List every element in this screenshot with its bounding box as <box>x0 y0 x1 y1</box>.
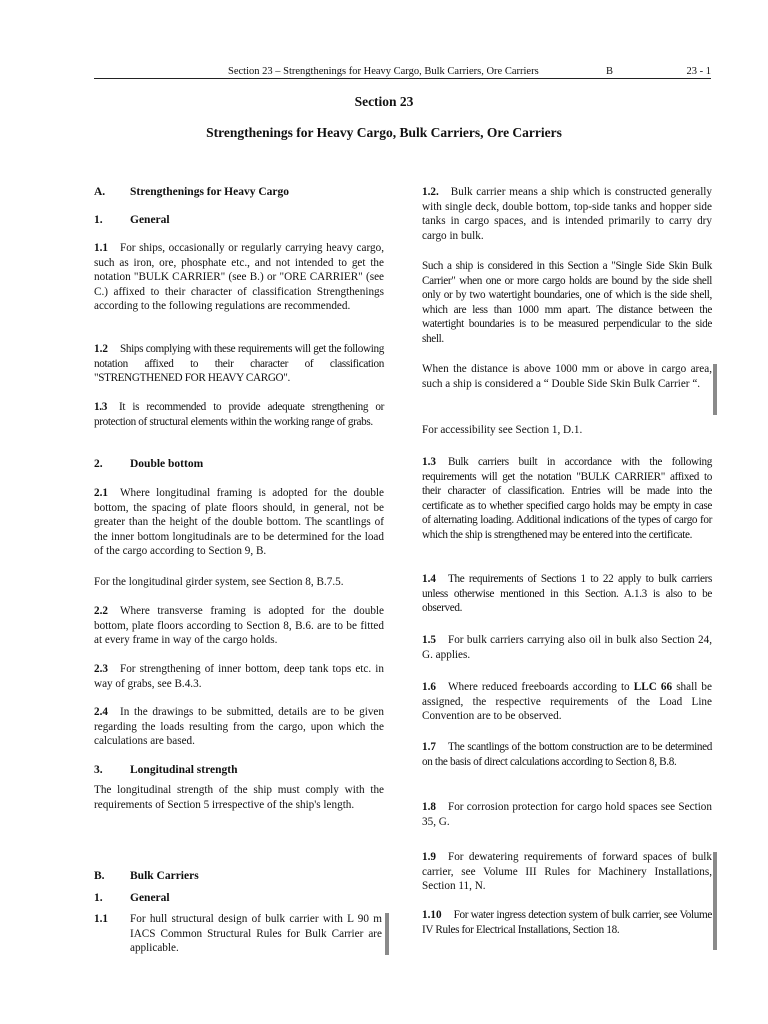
paragraph-a-1-1: 1.1 For ships, occasionally or regularly carrying heavy cargo, such as iron, ore, phosphate etc., and not intended to get the notation "BULK CARRIER" (see B.) or "ORE CARRIER" (see C.) affixed to their character of classification Strengthenings according to the following regulations are recommended. <box>94 242 384 312</box>
paragraph-a-2-4: 2.4 In the drawings to be submitted, details are to be given regarding the loads resulting from the cargo, upon which the calculations are based. <box>94 706 384 747</box>
paragraph-b-1-4: 1.4 The requirements of Sections 1 to 22 apply to bulk carriers unless otherwise mentioned in this Section. A.1.3 is also to be observed. <box>422 573 712 614</box>
paragraph-b-1-5: 1.5 For bulk carriers carrying also oil in bulk also Section 24, G. applies. <box>422 634 712 661</box>
header-section-title: Section 23 – Strengthenings for Heavy Cargo, Bulk Carriers, Ore Carriers <box>228 66 539 77</box>
paragraph-b-1-7: 1.7 The scantlings of the bottom construction are to be determined on the basis of direct calculations according to Section 8, B.8. <box>422 741 712 768</box>
paragraph-b-1-8: 1.8 For corrosion protection for cargo hold spaces see Section 35, G. <box>422 801 712 828</box>
heading-a-2: 2. Double bottom <box>94 458 204 470</box>
paragraph-double-side-skin: When the distance is above 1000 mm or above in cargo area, such a ship is considered a “ Double Side Skin Bulk Carrier “. <box>422 363 712 390</box>
paragraph-b-1-10: 1.10 For water ingress detection system of bulk carrier, see Volume IV Rules for Electrical Installations, Section 18. <box>422 909 712 936</box>
change-bar <box>385 913 389 955</box>
paragraph-single-side-skin: Such a ship is considered in this Section a "Single Side Skin Bulk Carrier" when one or more cargo holds are bound by the side shell only or by two watertight boundaries, one of which is the side shell, which are less than 1000 mm apart. The distance between the watertight boundaries is to be measured perpendicular to the side shell. <box>422 260 712 345</box>
paragraph-b-1-1: 1.1 For hull structural design of bulk carrier with L 90 m IACS Common Structural Rules for Bulk Carrier are applicable. <box>94 913 382 954</box>
header-letter: B <box>606 66 614 77</box>
heading-a-3: 3. Longitudinal strength <box>94 764 238 776</box>
header-page-number: 23 - 1 <box>686 66 711 77</box>
main-title: Strengthenings for Heavy Cargo, Bulk Carriers, Ore Carriers <box>206 125 562 140</box>
heading-a-1: 1. General <box>94 214 170 226</box>
paragraph-accessibility: For accessibility see Section 1, D.1. <box>422 424 583 436</box>
change-bar <box>713 852 717 950</box>
heading-a: A. Strengthenings for Heavy Cargo <box>94 186 289 198</box>
paragraph-b-1-3: 1.3 Bulk carriers built in accordance with the following requirements will get the notation "BULK CARRIER" affixed to their character of classification. Entries will be made into the certificate as to whether specified cargo holds may be empty in case of alternating loading. Additional indications of the types of cargo for which the ship is strengthened may be entered into the certificate. <box>422 456 712 541</box>
paragraph-a-2-1-girder: For the longitudinal girder system, see Section 8, B.7.5. <box>94 576 344 588</box>
paragraph-a-2-3: 2.3 For strengthening of inner bottom, deep tank tops etc. in way of grabs, see B.4.3. <box>94 663 384 690</box>
change-bar <box>713 364 717 415</box>
paragraph-b-1-9: 1.9 For dewatering requirements of forward spaces of bulk carrier, see Volume III Rules for Machinery Installations, Section 11, N. <box>422 851 712 892</box>
paragraph-a-3: The longitudinal strength of the ship must comply with the requirements of Section 5 irrespective of the ship's length. <box>94 784 384 811</box>
llc66-reference: LLC 66 <box>633 681 673 693</box>
section-title: Section 23 <box>354 94 414 109</box>
paragraph-a-1-2: 1.2 Ships complying with these requirements will get the following notation affixed to their character of classification "STRENGTHENED FOR HEAVY CARGO". <box>94 343 384 384</box>
page-header <box>94 62 711 79</box>
heading-b: B. Bulk Carriers <box>94 870 199 882</box>
heading-b-1: 1. General <box>94 892 170 904</box>
paragraph-a-2-2: 2.2 Where transverse framing is adopted for the double bottom, plate floors according to Section 8, B.6. are to be fitted at every frame in way of the cargo holds. <box>94 605 384 646</box>
paragraph-b-1-2: 1.2. Bulk carrier means a ship which is constructed generally with single deck, double bottom, top-side tanks and hopper side tanks in cargo spaces, and is intended primarily to carry dry cargo in bulk. <box>422 186 712 242</box>
paragraph-a-1-3: 1.3 It is recommended to provide adequate strengthening or protection of structural elements within the working range of grabs. <box>94 401 384 428</box>
paragraph-a-2-1: 2.1 Where longitudinal framing is adopted for the double bottom, the spacing of plate floors should, in general, not be greater than the height of the double bottom. The scantlings of the inner bottom longitudinals are to be determined for the load of the cargo according to Section 9, B. <box>94 487 384 557</box>
paragraph-b-1-6: 1.6 Where reduced freeboards according to LLC 66 shall be assigned, the respective requirements of the Load Line Convention are to be observed. <box>422 681 712 722</box>
